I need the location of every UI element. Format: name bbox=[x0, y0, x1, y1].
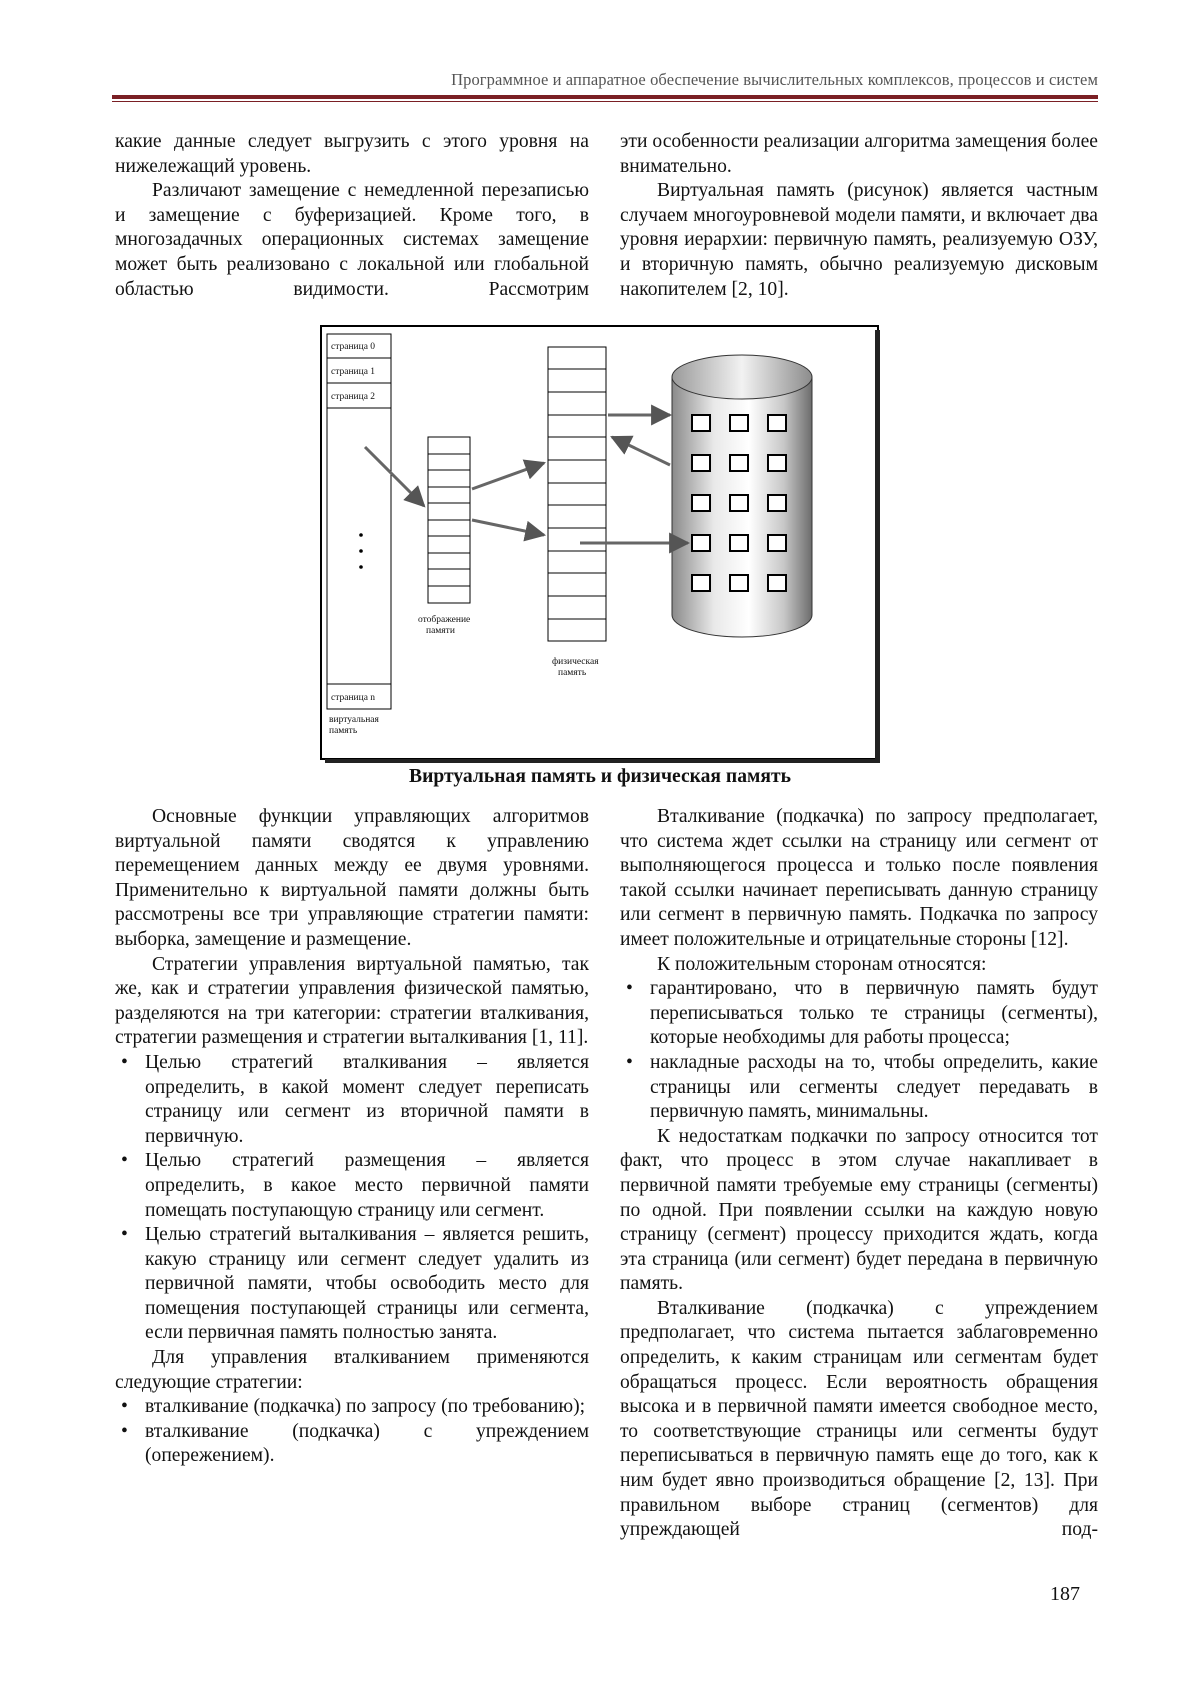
bottom-left-column bbox=[115, 805, 589, 1469]
virtual-memory-label: память bbox=[329, 726, 358, 736]
bullet-item: • гарантировано, что в первичную память будут переписываться только те страницы (сегменты), которые необходимы для работы процесса; bbox=[626, 978, 1098, 1049]
bullet-icon: • bbox=[121, 1396, 128, 1418]
paragraph: Для управления вталкиванием применяются следующие стратегии: bbox=[115, 1347, 589, 1393]
paragraph: Стратегии управления виртуальной памятью, так же, как и стратегии управления физической памятью, разделяются на три категории: стратегии вталкивания, стратегии размещения и стратегии выталкивания [1, 11]. bbox=[115, 953, 589, 1049]
running-header: Программное и аппаратное обеспечение вычислительных комплексов, процессов и систем bbox=[451, 70, 1098, 89]
bullet-icon: • bbox=[121, 1224, 128, 1246]
paragraph: Различают замещение с немедленной перезаписью и замещение с буферизацией. Кроме того, в многозадачных операционных системах замещение может быть реализовано с локальной или глобальной областью видимости. Рассмотрим bbox=[115, 180, 589, 300]
virtual-page-n: страница n bbox=[331, 693, 376, 703]
paragraph: Виртуальная память (рисунок) является частным случаем многоуровневой модели памяти, и включает два уровня иерархии: первичную память, реализуемую ОЗУ, и вторичную память, обычно реализуемую дисковым накопителем [2, 10]. bbox=[620, 180, 1098, 300]
bullet-item: • накладные расходы на то, чтобы определить, какие страницы или сегменты следует передавать в первичную память, минимальны. bbox=[626, 1051, 1098, 1123]
paragraph: какие данные следует выгрузить с этого уровня на нижележащий уровень. bbox=[115, 131, 589, 177]
physical-memory-label: физическая bbox=[552, 657, 599, 667]
paragraph: Основные функции управляющих алгоритмов виртуальной памяти сводятся к управлению перемещением данных между ее двумя уровнями. Применительно к виртуальной памяти должны быть рассмотрены все три управляющие стратегии памяти: выборка, замещение и размещение. bbox=[115, 806, 589, 950]
paragraph: К недостаткам подкачки по запросу относится тот факт, что процесс в этом случае накапливает в первичной памяти требуемые ему страницы (сегменты) по одной. При появлении ссылки на каждую новую страницу (сегмент) процессу приходится ждать, когда эта страница (или сегмент) будет передана в первичную память. bbox=[620, 1125, 1098, 1295]
mapping-label: памяти bbox=[426, 626, 455, 636]
memory-mapping-table bbox=[428, 437, 470, 603]
memory-figure bbox=[320, 325, 882, 765]
bottom-right-column bbox=[620, 805, 1098, 1543]
virtual-memory-label: виртуальная bbox=[329, 715, 379, 725]
physical-memory-column bbox=[548, 347, 606, 641]
physical-memory-label: память bbox=[558, 668, 587, 678]
virtual-page-1: страница 1 bbox=[331, 367, 376, 377]
figure-caption: Виртуальная память и физическая память bbox=[409, 766, 791, 787]
bullet-icon: • bbox=[626, 978, 633, 1000]
paragraph: К положительным сторонам относятся: bbox=[657, 953, 987, 975]
bullet-icon: • bbox=[121, 1051, 128, 1073]
top-left-column bbox=[115, 130, 589, 302]
paragraph: эти особенности реализации алгоритма замещения более внимательно. bbox=[620, 131, 1098, 177]
bullet-item: • Целью стратегий размещения – является определить, в какое место первичной памяти помещать поступающую страницу или сегмент. bbox=[121, 1150, 589, 1221]
page-number: 187 bbox=[1050, 1583, 1080, 1605]
bullet-item: • Целью стратегий вталкивания – является определить, в какой момент следует переписать страницу или сегмент из вторичной памяти в первичную. bbox=[121, 1051, 589, 1147]
virtual-page-0: страница 0 bbox=[331, 342, 376, 352]
paragraph: Вталкивание (подкачка) по запросу предполагает, что система ждет ссылки на страницу или сегмент от выполняющегося процесса и только после появления такой ссылки начинает переписывать данную страницу или сегмент в первичную память. Подкачка по запросу имеет положительные и отрицательные стороны [12]. bbox=[620, 806, 1098, 950]
paragraph: Вталкивание (подкачка) с упреждением предполагает, что система пытается заблаговременно определить, к каким страницам или сегментам будет обращаться процесс. Если вероятность обращения высока и в первичной памяти имеется свободное место, то соответствующие страницы или сегменты будут переписываться в первичную память еще до того, как к ним будет явно производиться обращение [2, 13]. При правильном выборе страниц (сегментов) для упреждающей под- bbox=[620, 1297, 1098, 1541]
bullet-item: • вталкивание (подкачка) по запросу (по требованию); bbox=[115, 1395, 589, 1420]
header-rule-thick bbox=[112, 95, 1098, 99]
virtual-page-2: страница 2 bbox=[331, 392, 376, 402]
top-right-column bbox=[620, 130, 1098, 302]
bullet-icon: • bbox=[626, 1051, 633, 1073]
bullet-icon: • bbox=[121, 1150, 128, 1172]
mapping-label: отображение bbox=[418, 615, 471, 625]
bullet-icon: • bbox=[121, 1420, 128, 1442]
bullet-item: • Целью стратегий выталкивания – является решить, какую страницу или сегмент следует удалить из первичной памяти, чтобы освободить место для помещения поступающей страницы или сегмента, если первичная память полностью занята. bbox=[121, 1224, 589, 1344]
bullet-item: • вталкивание (подкачка) с упреждением (опережением). bbox=[121, 1420, 589, 1467]
virtual-memory-column bbox=[327, 334, 391, 709]
header-rule-thin bbox=[112, 101, 1098, 102]
